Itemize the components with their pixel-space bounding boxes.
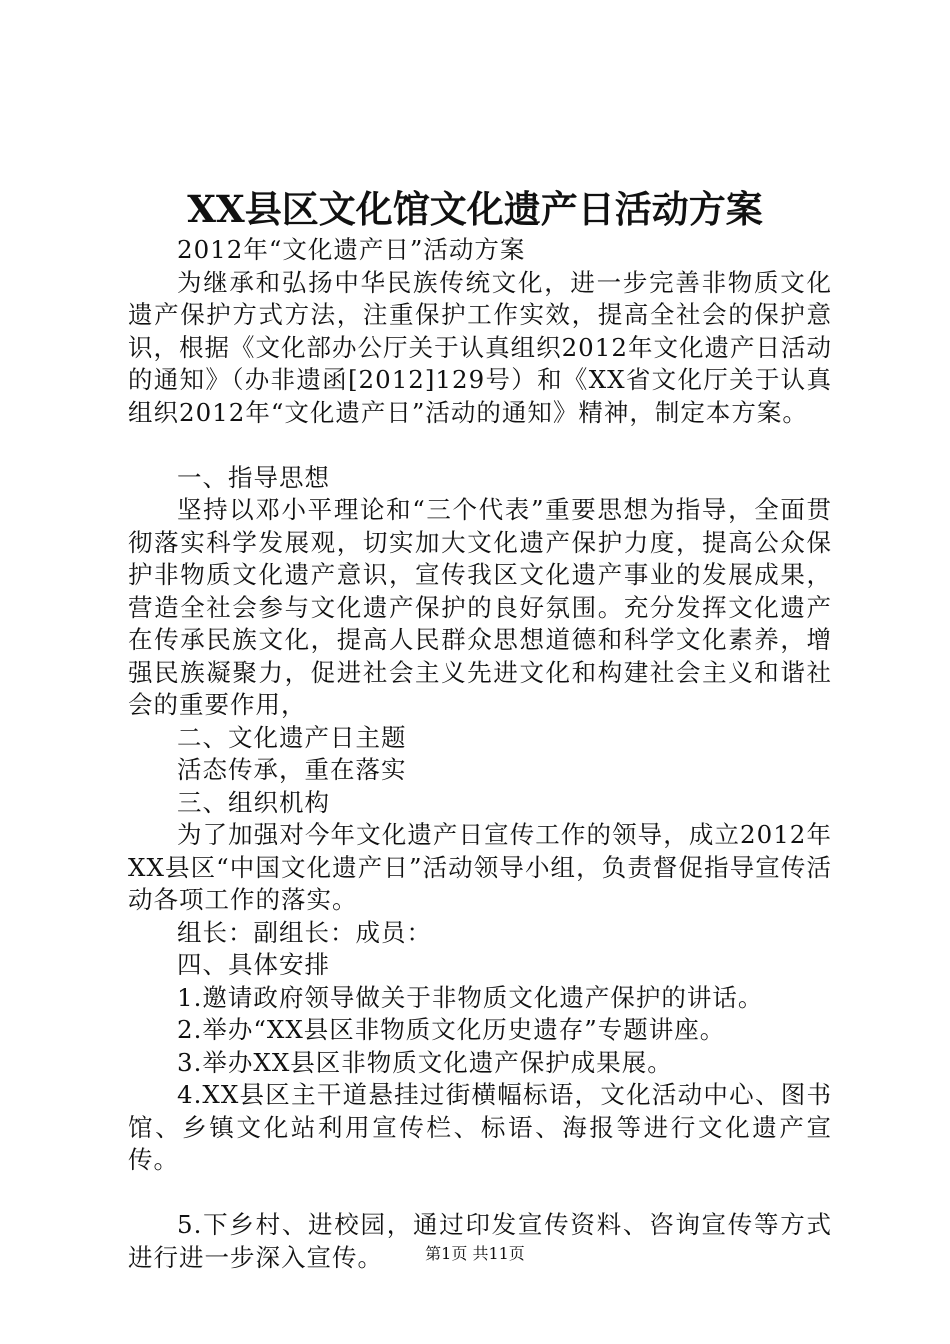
- section-heading-theme: 二、文化遗产日主题: [177, 722, 407, 752]
- intro-paragraph: 为继承和弘扬中华民族传统文化，进一步完善非物质文化遗产保护方式方法，注重保护工作实效，提高全社会的保护意识，根据《文化部办公厅关于认真组织2012年文化遗产日活动的通知》（办非遗函[2012]129号）和《XX省文化厅关于认真组织2012年“文化遗产日”活动的通知》精神，制定本方案。: [128, 267, 832, 427]
- section-heading-arrangements: 四、具体安排: [177, 950, 330, 979]
- subtitle: 2012年“文化遗产日”活动方案: [177, 235, 526, 264]
- section-body-organization: 为了加强对今年文化遗产日宣传工作的领导，成立2012年XX县区“中国文化遗产日”活动领导小组，负责督促指导宣传活动各项工作的落实。: [128, 820, 832, 914]
- section-heading-organization: 三、组织机构: [177, 787, 330, 817]
- arrangement-item: 4.XX县区主干道悬挂过街横幅标语，文化活动中心、图书馆、乡镇文化站利用宣传栏、标语、海报等进行文化遗产宣传。: [128, 1080, 832, 1174]
- paragraph-gap: [128, 429, 832, 462]
- arrangement-item: 5.下乡村、进校园，通过印发宣传资料、咨询宣传等方式进行进一步深入宣传。: [128, 1210, 832, 1272]
- page-footer: 第1页 共11页: [425, 1244, 525, 1263]
- arrangement-item: 1.邀请政府领导做关于非物质文化遗产保护的讲话。: [177, 982, 764, 1012]
- document-body: [128, 234, 832, 1274]
- paragraph-gap: [128, 1177, 832, 1210]
- section-body-theme: 活态传承，重在落实: [177, 755, 407, 784]
- arrangement-item: 2.举办“XX县区非物质文化历史遗存”专题讲座。: [177, 1015, 726, 1044]
- section-members: 组长：副组长：成员：: [177, 917, 432, 947]
- document-title: XX县区文化馆文化遗产日活动方案: [187, 187, 763, 231]
- arrangement-item: 3.举办XX县区非物质文化遗产保护成果展。: [177, 1047, 673, 1077]
- section-heading-guiding-ideology: 一、指导思想: [177, 462, 330, 492]
- section-body-guiding-ideology: 坚持以邓小平理论和“三个代表”重要思想为指导，全面贯彻落实科学发展观，切实加大文化遗产保护力度，提高公众保护非物质文化遗产意识，宣传我区文化遗产事业的发展成果，营造全社会参与文化遗产保护的良好氛围。充分发挥文化遗产在传承民族文化，提高人民群众思想道德和科学文化素养，增强民族凝聚力，促进社会主义先进文化和构建社会主义和谐社会的重要作用，: [128, 495, 832, 719]
